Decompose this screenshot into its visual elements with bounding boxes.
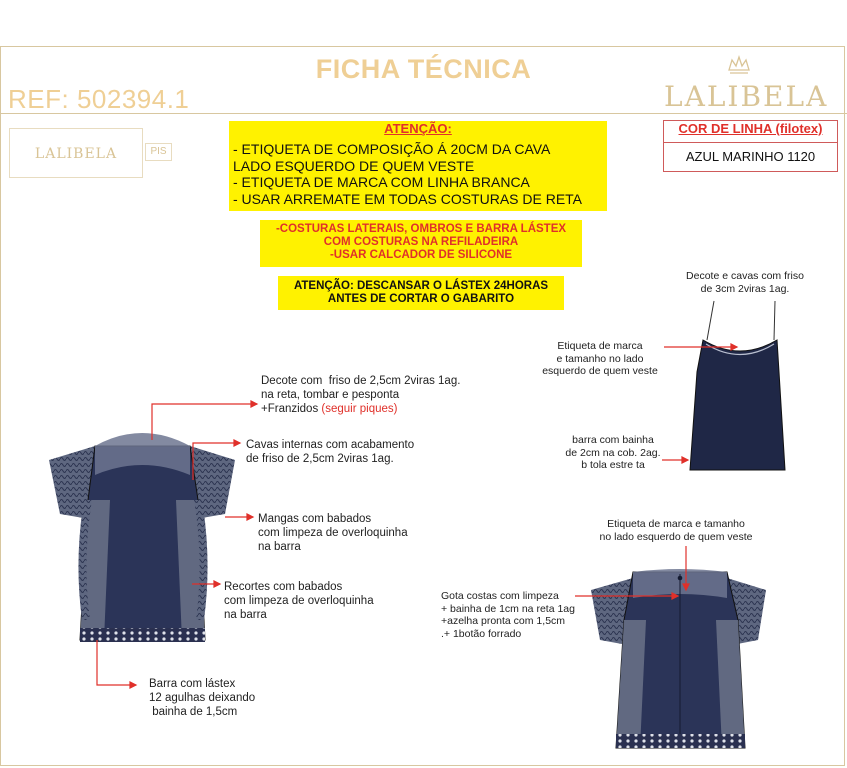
- small-brand-logo: LALIBELA: [9, 128, 143, 178]
- camisole-label-note: Etiqueta de marca e tamanho no lado esquerdo de quem veste: [542, 340, 658, 377]
- seams-line: COM COSTURAS NA REFILADEIRA: [323, 236, 519, 248]
- rest-line: ANTES DE CORTAR O GABARITO: [327, 293, 515, 305]
- camisole-drawing: [690, 301, 785, 470]
- seams-line: -COSTURAS LATERAIS, OMBROS E BARRA LÁSTEX: [275, 223, 567, 235]
- attention-line: - ETIQUETA DE MARCA COM LINHA BRANCA: [233, 174, 530, 190]
- front-cutouts-note: Recortes com babados com limpeza de overloquinha na barra: [224, 581, 374, 621]
- front-hem-note: Barra com lástex 12 agulhas deixando bainha de 1,5cm: [149, 678, 256, 718]
- attention-title: ATENÇÃO:: [384, 121, 452, 136]
- seams-line: -USAR CALCADOR DE SILICONE: [329, 249, 513, 261]
- thread-color-value: AZUL MARINHO 1120: [685, 149, 816, 164]
- front-neckline-text: Decote com friso de 2,5cm 2viras 1ag. na reta, tombar e pesponta +Franzidos: [261, 375, 461, 415]
- camisole-neckline-note: Decote e cavas com friso de 3cm 2viras 1ag.: [686, 270, 804, 295]
- attention-line: - ETIQUETA DE COMPOSIÇÃO Á 20CM DA CAVA: [233, 141, 551, 157]
- front-blouse-drawing: [49, 433, 235, 642]
- front-neckline-red: (seguir piques): [321, 403, 398, 415]
- front-armholes-note: Cavas internas com acabamento de friso de 2,5cm 2viras 1ag.: [246, 439, 415, 465]
- thread-color-label: COR DE LINHA (filotex): [678, 121, 823, 136]
- attention-line: LADO ESQUERDO DE QUEM VESTE: [233, 157, 475, 174]
- page-title: FICHA TÉCNICA: [315, 54, 532, 84]
- back-label-note: Etiqueta de marca e tamanho no lado esquerdo de quem veste: [599, 518, 753, 543]
- back-placket-note: Gota costas com limpeza + bainha de 1cm na reta 1ag +azelha pronta com 1,5cm .+ 1botão forrado: [441, 590, 575, 640]
- pis-tag: PIS: [145, 143, 172, 161]
- reference-code: REF: 502394.1: [8, 84, 190, 114]
- rest-line: ATENÇÃO: DESCANSAR O LÁSTEX 24HORAS: [293, 280, 549, 292]
- front-neckline-note: [261, 374, 460, 416]
- front-sleeves-note: Mangas com babados com limpeza de overloquinha na barra: [258, 513, 408, 553]
- camisole-hem-note: barra com bainha de 2cm na cob. 2ag. b tola estre ta: [565, 434, 661, 471]
- brand-logo: LALIBELA: [664, 80, 829, 113]
- attention-line: - USAR ARREMATE EM TODAS COSTURAS DE RETA: [233, 190, 583, 207]
